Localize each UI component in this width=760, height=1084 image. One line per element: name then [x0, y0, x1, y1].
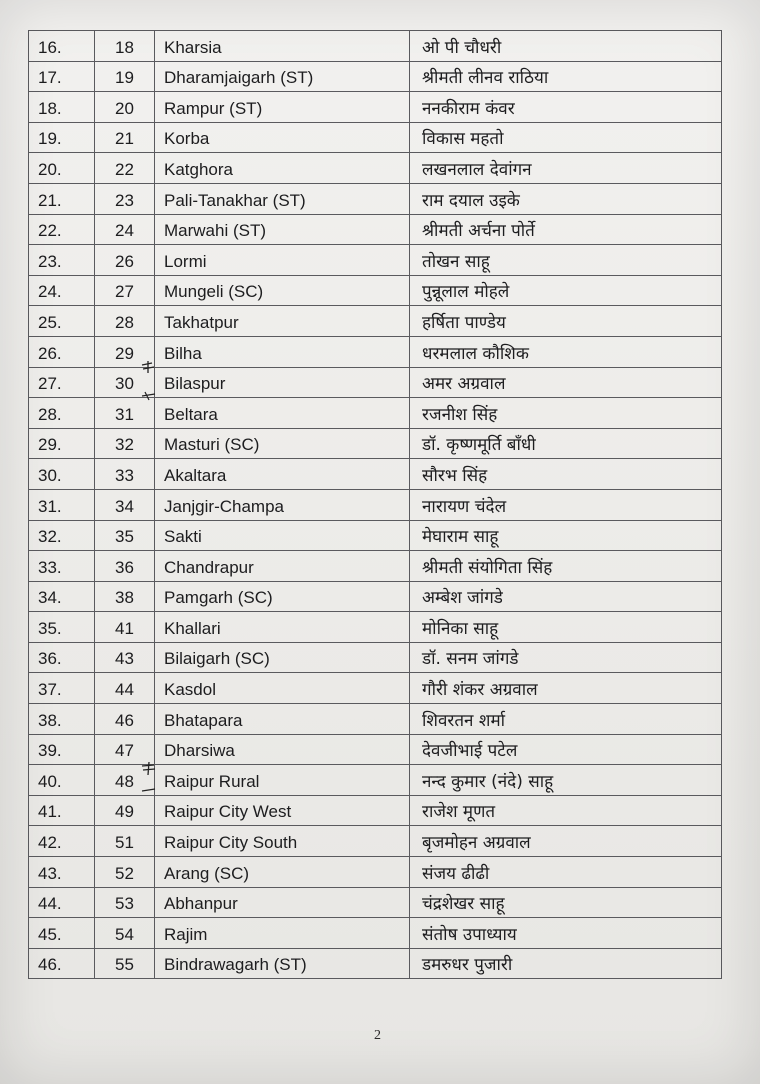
serial-number-cell [29, 336, 95, 367]
serial-number-text: 20. [38, 159, 62, 179]
serial-number-text: 24. [38, 282, 62, 302]
candidate-name-text: सौरभ सिंह [422, 465, 488, 486]
candidate-name-text: बृजमोहन अग्रवाल [422, 833, 531, 854]
candidate-name-cell [410, 336, 722, 367]
constituency-number-text: 33 [115, 465, 134, 485]
constituency-name-cell [155, 612, 410, 643]
serial-number-cell [29, 275, 95, 306]
candidate-name-text: श्रीमती संयोगिता सिंह [422, 557, 553, 578]
constituency-number-text: 44 [115, 680, 134, 700]
constituency-name-text: Arang (SC) [164, 863, 250, 883]
candidate-name-cell [410, 428, 722, 459]
constituency-name-cell [155, 704, 410, 735]
candidate-name-cell [410, 765, 722, 796]
table-row [29, 153, 722, 184]
constituency-name-cell [155, 214, 410, 245]
serial-number-text: 31. [38, 496, 62, 516]
constituency-name-text: Mungeli (SC) [164, 282, 264, 302]
constituency-name-text: Akaltara [164, 465, 227, 485]
serial-number-cell [29, 31, 95, 62]
serial-number-text: 39. [38, 741, 62, 761]
serial-number-text: 34. [38, 588, 62, 608]
serial-number-text: 42. [38, 833, 62, 853]
constituency-number-text: 41 [115, 618, 134, 638]
constituency-name-text: Bilha [164, 343, 202, 363]
candidate-name-cell [410, 734, 722, 765]
serial-number-text: 27. [38, 374, 62, 394]
constituency-number-cell [95, 459, 155, 490]
table-row [29, 581, 722, 612]
constituency-name-cell [155, 857, 410, 888]
serial-number-text: 23. [38, 251, 62, 271]
constituency-number-text: 54 [115, 924, 134, 944]
constituency-number-cell [95, 245, 155, 276]
pen-mark-icon [140, 785, 158, 799]
candidate-name-cell [410, 31, 722, 62]
candidate-name-cell [410, 704, 722, 735]
serial-number-text: 21. [38, 190, 62, 210]
constituency-number-cell [95, 153, 155, 184]
constituency-name-cell [155, 245, 410, 276]
constituency-name-cell [155, 826, 410, 857]
constituency-number-text: 31 [115, 404, 134, 424]
constituency-number-cell [95, 704, 155, 735]
constituency-number-text: 35 [115, 527, 134, 547]
serial-number-cell [29, 673, 95, 704]
candidate-name-cell [410, 520, 722, 551]
constituency-name-cell [155, 887, 410, 918]
candidate-name-text: पुन्नूलाल मोहले [422, 282, 510, 303]
serial-number-text: 17. [38, 68, 62, 88]
candidate-name-cell [410, 489, 722, 520]
candidate-name-text: शिवरतन शर्मा [422, 710, 506, 731]
constituency-number-text: 23 [115, 190, 134, 210]
table-row [29, 275, 722, 306]
serial-number-cell [29, 887, 95, 918]
constituency-name-cell [155, 61, 410, 92]
table-row [29, 887, 722, 918]
serial-number-cell [29, 489, 95, 520]
serial-number-cell [29, 734, 95, 765]
candidate-name-cell [410, 948, 722, 979]
serial-number-cell [29, 857, 95, 888]
table-row [29, 734, 722, 765]
table-row [29, 857, 722, 888]
candidate-name-text: अम्बेश जांगडे [422, 588, 503, 609]
constituency-number-cell [95, 122, 155, 153]
candidate-name-text: ओ पी चौधरी [422, 37, 502, 58]
constituency-name-cell [155, 31, 410, 62]
constituency-name-cell [155, 398, 410, 429]
constituency-number-cell [95, 612, 155, 643]
candidate-table-body [29, 31, 722, 979]
constituency-number-cell [95, 551, 155, 582]
candidate-name-cell [410, 92, 722, 123]
constituency-name-cell [155, 765, 410, 796]
constituency-number-cell [95, 581, 155, 612]
constituency-number-text: 34 [115, 496, 134, 516]
serial-number-cell [29, 826, 95, 857]
constituency-name-text: Khallari [164, 618, 221, 638]
constituency-number-cell [95, 673, 155, 704]
candidate-name-text: डमरुधर पुजारी [422, 955, 513, 976]
candidate-name-cell [410, 183, 722, 214]
candidate-name-cell [410, 857, 722, 888]
candidate-name-text: श्रीमती अर्चना पोर्ते [422, 221, 535, 242]
constituency-name-text: Pali-Tanakhar (ST) [164, 190, 306, 210]
constituency-name-cell [155, 336, 410, 367]
candidate-name-text: रजनीश सिंह [422, 404, 498, 425]
constituency-number-text: 48 [115, 771, 134, 791]
table-row [29, 214, 722, 245]
constituency-name-text: Bilaspur [164, 374, 226, 394]
constituency-number-text: 20 [115, 98, 134, 118]
constituency-number-cell [95, 887, 155, 918]
constituency-name-cell [155, 673, 410, 704]
candidate-name-cell [410, 551, 722, 582]
constituency-number-text: 46 [115, 710, 134, 730]
candidate-name-text: नारायण चंदेल [422, 496, 507, 517]
serial-number-text: 33. [38, 557, 62, 577]
constituency-name-cell [155, 306, 410, 337]
table-row [29, 459, 722, 490]
constituency-number-cell [95, 857, 155, 888]
table-row [29, 704, 722, 735]
serial-number-text: 43. [38, 863, 62, 883]
constituency-number-text: 36 [115, 557, 134, 577]
pen-mark-icon [140, 360, 158, 374]
constituency-number-text: 21 [115, 129, 134, 149]
table-row [29, 765, 722, 796]
serial-number-text: 26. [38, 343, 62, 363]
constituency-name-cell [155, 183, 410, 214]
table-row [29, 795, 722, 826]
candidate-name-text: हर्षिता पाण्डेय [422, 312, 506, 333]
candidate-name-text: डॉ. सनम जांगडे [422, 649, 519, 670]
serial-number-text: 46. [38, 955, 62, 975]
serial-number-cell [29, 61, 95, 92]
serial-number-text: 22. [38, 221, 62, 241]
constituency-number-text: 28 [115, 312, 134, 332]
table-row [29, 489, 722, 520]
constituency-name-text: Pamgarh (SC) [164, 588, 273, 608]
serial-number-cell [29, 367, 95, 398]
constituency-name-cell [155, 795, 410, 826]
constituency-name-cell [155, 367, 410, 398]
constituency-name-cell [155, 92, 410, 123]
constituency-number-cell [95, 428, 155, 459]
constituency-name-text: Rajim [164, 924, 208, 944]
constituency-name-text: Raipur City West [164, 802, 292, 822]
table-row [29, 183, 722, 214]
constituency-name-text: Lormi [164, 251, 207, 271]
candidate-name-text: संतोष उपाध्याय [422, 924, 517, 945]
page-number: 2 [374, 1028, 381, 1043]
candidate-name-text: संजय ढीढी [422, 863, 490, 884]
constituency-number-text: 18 [115, 37, 134, 57]
constituency-number-text: 51 [115, 833, 134, 853]
constituency-number-text: 29 [115, 343, 134, 363]
constituency-name-text: Korba [164, 129, 210, 149]
serial-number-cell [29, 214, 95, 245]
constituency-name-text: Raipur City South [164, 833, 298, 853]
constituency-name-text: Kasdol [164, 680, 216, 700]
serial-number-cell [29, 520, 95, 551]
candidate-name-text: अमर अग्रवाल [422, 374, 506, 395]
serial-number-cell [29, 92, 95, 123]
table-row [29, 520, 722, 551]
table-row [29, 245, 722, 276]
table-row [29, 551, 722, 582]
candidate-name-cell [410, 398, 722, 429]
serial-number-cell [29, 642, 95, 673]
serial-number-text: 44. [38, 894, 62, 914]
pen-mark-icon [140, 762, 158, 776]
serial-number-cell [29, 122, 95, 153]
pen-mark-icon [140, 390, 158, 404]
candidate-name-cell [410, 275, 722, 306]
constituency-name-cell [155, 520, 410, 551]
candidate-name-text: तोखन साहू [422, 251, 490, 272]
table-row [29, 367, 722, 398]
candidate-name-cell [410, 306, 722, 337]
serial-number-cell [29, 245, 95, 276]
candidate-name-cell [410, 367, 722, 398]
serial-number-text: 19. [38, 129, 62, 149]
constituency-number-cell [95, 61, 155, 92]
constituency-number-text: 43 [115, 649, 134, 669]
constituency-number-text: 32 [115, 435, 134, 455]
serial-number-cell [29, 183, 95, 214]
serial-number-cell [29, 551, 95, 582]
table-row [29, 122, 722, 153]
candidate-name-cell [410, 581, 722, 612]
constituency-name-text: Masturi (SC) [164, 435, 260, 455]
constituency-number-text: 27 [115, 282, 134, 302]
table-row [29, 673, 722, 704]
constituency-name-text: Takhatpur [164, 312, 239, 332]
serial-number-cell [29, 398, 95, 429]
candidate-name-text: राम दयाल उइके [422, 190, 520, 211]
table-row [29, 398, 722, 429]
candidate-name-cell [410, 245, 722, 276]
constituency-name-text: Bindrawagarh (ST) [164, 955, 307, 975]
constituency-name-text: Kharsia [164, 37, 222, 57]
candidate-name-text: लखनलाल देवांगन [422, 159, 532, 180]
candidate-name-cell [410, 795, 722, 826]
candidate-name-text: देवजीभाई पटेल [422, 741, 518, 762]
constituency-name-text: Chandrapur [164, 557, 254, 577]
serial-number-text: 36. [38, 649, 62, 669]
serial-number-text: 25. [38, 312, 62, 332]
constituency-name-cell [155, 734, 410, 765]
serial-number-cell [29, 948, 95, 979]
table-row [29, 918, 722, 949]
table-row [29, 428, 722, 459]
candidate-name-text: गौरी शंकर अग्रवाल [422, 680, 538, 701]
candidate-name-text: चंद्रशेखर साहू [422, 894, 505, 915]
serial-number-cell [29, 306, 95, 337]
table-row [29, 826, 722, 857]
table-row [29, 642, 722, 673]
constituency-number-text: 49 [115, 802, 134, 822]
constituency-number-text: 53 [115, 894, 134, 914]
serial-number-cell [29, 765, 95, 796]
constituency-number-text: 52 [115, 863, 134, 883]
constituency-name-text: Sakti [164, 527, 202, 547]
constituency-name-text: Beltara [164, 404, 218, 424]
constituency-number-cell [95, 826, 155, 857]
serial-number-cell [29, 153, 95, 184]
constituency-name-text: Marwahi (ST) [164, 221, 267, 241]
constituency-number-cell [95, 734, 155, 765]
serial-number-cell [29, 581, 95, 612]
serial-number-text: 45. [38, 924, 62, 944]
constituency-name-cell [155, 642, 410, 673]
candidate-name-text: धरमलाल कौशिक [422, 343, 529, 364]
constituency-number-cell [95, 948, 155, 979]
constituency-name-cell [155, 918, 410, 949]
constituency-name-text: Katghora [164, 159, 233, 179]
candidate-name-cell [410, 826, 722, 857]
constituency-name-cell [155, 551, 410, 582]
candidate-name-text: मोनिका साहू [422, 618, 499, 639]
candidate-name-cell [410, 122, 722, 153]
constituency-number-cell [95, 918, 155, 949]
candidate-name-text: विकास महतो [422, 129, 504, 150]
serial-number-text: 30. [38, 465, 62, 485]
constituency-number-text: 38 [115, 588, 134, 608]
candidate-table [28, 30, 722, 979]
constituency-name-cell [155, 948, 410, 979]
serial-number-text: 32. [38, 527, 62, 547]
candidate-name-cell [410, 459, 722, 490]
constituency-name-text: Abhanpur [164, 894, 238, 914]
table-row [29, 336, 722, 367]
serial-number-text: 41. [38, 802, 62, 822]
constituency-name-cell [155, 428, 410, 459]
constituency-name-cell [155, 275, 410, 306]
serial-number-text: 29. [38, 435, 62, 455]
constituency-number-text: 30 [115, 374, 134, 394]
constituency-name-cell [155, 122, 410, 153]
constituency-number-cell [95, 642, 155, 673]
candidate-name-text: मेघाराम साहू [422, 527, 499, 548]
candidate-name-text: श्रीमती लीनव राठिया [422, 68, 549, 89]
constituency-number-cell [95, 489, 155, 520]
constituency-name-text: Dharamjaigarh (ST) [164, 68, 314, 88]
constituency-name-cell [155, 153, 410, 184]
serial-number-cell [29, 459, 95, 490]
constituency-number-cell [95, 275, 155, 306]
table-row [29, 306, 722, 337]
serial-number-cell [29, 918, 95, 949]
serial-number-text: 35. [38, 618, 62, 638]
constituency-number-text: 22 [115, 159, 134, 179]
constituency-name-text: Raipur Rural [164, 771, 260, 791]
table-row [29, 61, 722, 92]
constituency-number-cell [95, 92, 155, 123]
constituency-name-cell [155, 459, 410, 490]
constituency-name-text: Bilaigarh (SC) [164, 649, 270, 669]
constituency-number-cell [95, 31, 155, 62]
candidate-name-text: डॉ. कृष्णमूर्ति बाँधी [422, 435, 536, 456]
serial-number-cell [29, 612, 95, 643]
constituency-name-text: Dharsiwa [164, 741, 235, 761]
candidate-name-text: राजेश मूणत [422, 802, 496, 823]
constituency-number-cell [95, 214, 155, 245]
candidate-name-text: ननकीराम कंवर [422, 98, 515, 119]
table-row [29, 92, 722, 123]
table-row [29, 948, 722, 979]
table-row [29, 31, 722, 62]
candidate-name-cell [410, 612, 722, 643]
candidate-name-cell [410, 214, 722, 245]
constituency-name-cell [155, 581, 410, 612]
constituency-number-text: 26 [115, 251, 134, 271]
serial-number-text: 40. [38, 771, 62, 791]
serial-number-cell [29, 428, 95, 459]
serial-number-text: 37. [38, 680, 62, 700]
serial-number-text: 28. [38, 404, 62, 424]
candidate-name-cell [410, 918, 722, 949]
constituency-number-cell [95, 520, 155, 551]
candidate-name-cell [410, 887, 722, 918]
serial-number-cell [29, 795, 95, 826]
constituency-number-text: 47 [115, 741, 134, 761]
constituency-name-text: Janjgir-Champa [164, 496, 284, 516]
constituency-name-cell [155, 489, 410, 520]
constituency-number-text: 19 [115, 68, 134, 88]
constituency-number-cell [95, 183, 155, 214]
constituency-number-cell [95, 795, 155, 826]
table-row [29, 612, 722, 643]
constituency-number-text: 24 [115, 221, 134, 241]
constituency-number-text: 55 [115, 955, 134, 975]
candidate-name-cell [410, 153, 722, 184]
candidate-name-text: नन्द कुमार (नंदे) साहू [422, 771, 554, 792]
candidate-name-cell [410, 61, 722, 92]
candidate-name-cell [410, 642, 722, 673]
serial-number-text: 38. [38, 710, 62, 730]
constituency-name-text: Rampur (ST) [164, 98, 263, 118]
serial-number-text: 18. [38, 98, 62, 118]
constituency-number-cell [95, 306, 155, 337]
serial-number-cell [29, 704, 95, 735]
serial-number-text: 16. [38, 37, 62, 57]
candidate-name-cell [410, 673, 722, 704]
constituency-name-text: Bhatapara [164, 710, 243, 730]
